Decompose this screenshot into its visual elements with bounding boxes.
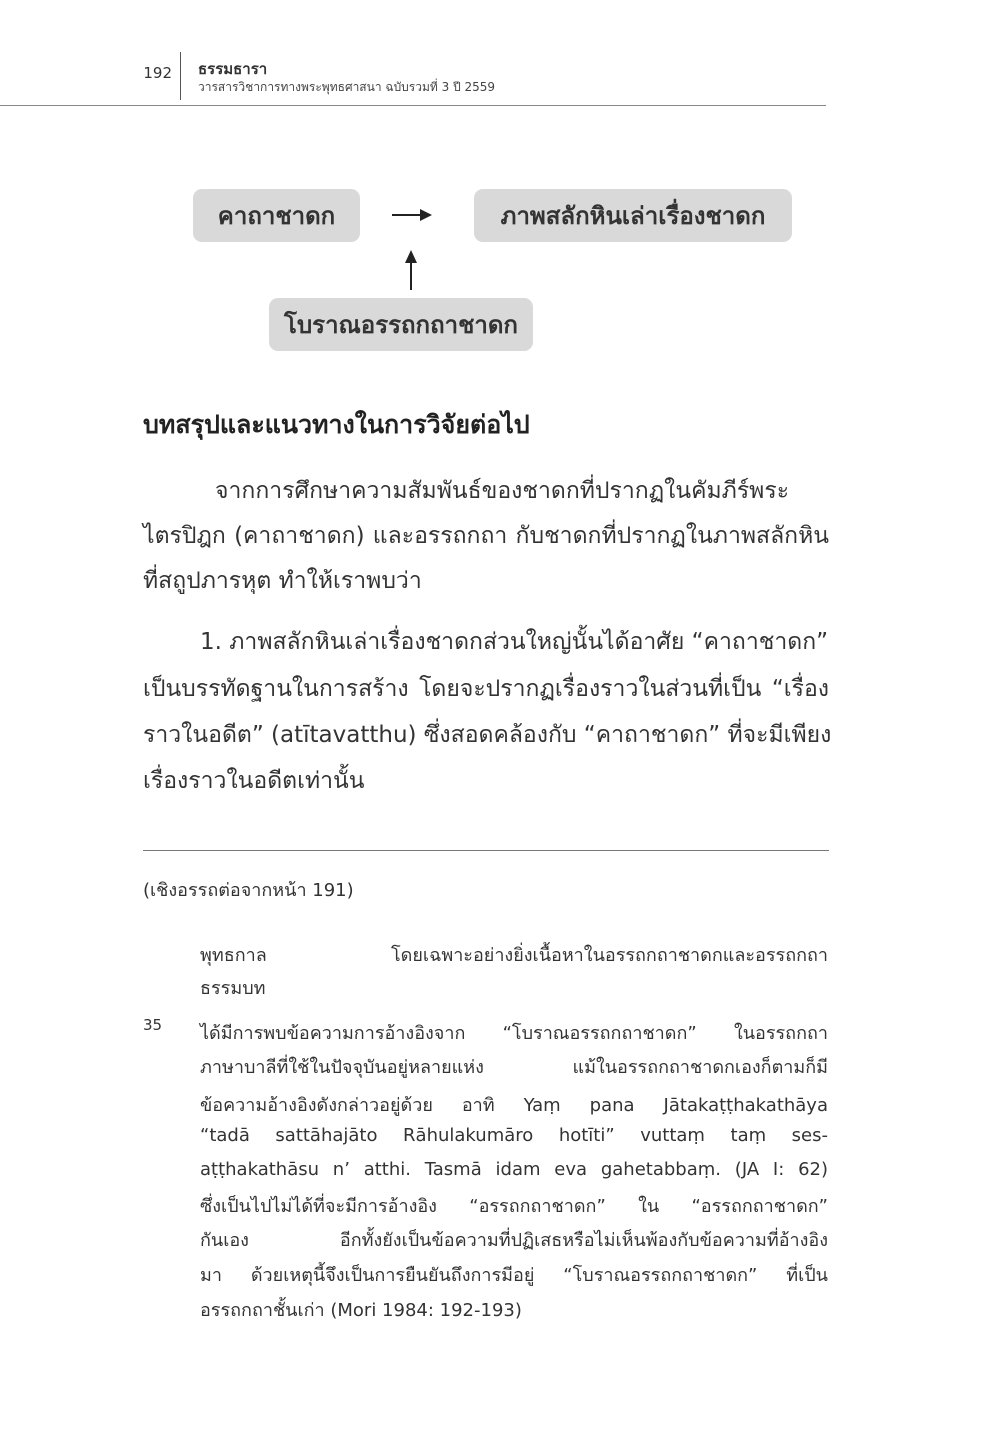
- paragraph2-line: เรื่องราวในอดีตเท่านั้น: [143, 768, 365, 794]
- arrow-up-icon: [405, 250, 417, 290]
- footnote-continued-label: (เชิงอรรถต่อจากหน้า 191): [143, 880, 354, 901]
- footnote-35-line: กันเอง อีกทั้งยังเป็นข้อความที่ปฏิเสธหรือไม่เห็นพ้องกับข้อความที่อ้างอิง: [200, 1230, 828, 1251]
- page-number: 192: [143, 64, 172, 82]
- diagram-arrows: [0, 0, 1000, 400]
- footnote-rule: [143, 850, 829, 851]
- paragraph2-line: ราวในอดีต” (atītavatthu) ซึ่งสอดคล้องกับ “คาถาชาดก” ที่จะมีเพียง: [143, 722, 832, 748]
- footnote-35-line: ซึ่งเป็นไปไม่ได้ที่จะมีการอ้างอิง “อรรถกถาชาดก” ใน “อรรถกถาชาดก”: [200, 1196, 828, 1217]
- paragraph2-line: เป็นบรรทัดฐานในการสร้าง โดยจะปรากฏเรื่องราวในส่วนที่เป็น “เรื่อง: [143, 676, 829, 702]
- paragraph1-line: ที่สถูปภารหุต ทำให้เราพบว่า: [143, 568, 422, 594]
- footnote-35-line: “tadā sattāhajāto Rāhulakumāro hotīti” vuttaṃ taṃ ses-: [200, 1125, 828, 1146]
- footnote-continued-line: พุทธกาล โดยเฉพาะอย่างยิ่งเนื้อหาในอรรถกถาชาดกและอรรถกถา: [200, 945, 828, 966]
- section-heading: บทสรุปและแนวทางในการวิจัยต่อไป: [143, 410, 530, 439]
- journal-title: ธรรมธารา: [198, 60, 268, 78]
- footnote-35-number: 35: [143, 1016, 163, 1034]
- paragraph1-line: จากการศึกษาความสัมพันธ์ของชาดกที่ปรากฏในคัมภีร์พระ: [215, 478, 790, 504]
- diagram-box-gatha-jataka-label: คาถาชาดก: [217, 202, 336, 230]
- diagram-box-ancient-commentary-label: โบราณอรรถกถาชาดก: [284, 311, 518, 339]
- footnote-35-line: ได้มีการพบข้อความการอ้างอิงจาก “โบราณอรรถกถาชาดก” ในอรรถกถา: [200, 1023, 828, 1044]
- footnote-35-line: ภาษาบาลีที่ใช้ในปัจจุบันอยู่หลายแห่ง แม้ในอรรถกถาชาดกเองก็ตามก็มี: [200, 1057, 828, 1078]
- paragraph1-line: ไตรปิฎก (คาถาชาดก) และอรรถกถา กับชาดกที่ปรากฏในภาพสลักหิน: [143, 523, 829, 549]
- footnote-35-line: มา ด้วยเหตุนี้จึงเป็นการยืนยันถึงการมีอยู่ “โบราณอรรถกถาชาดก” ที่เป็น: [200, 1265, 828, 1286]
- footnote-35-line: aṭṭhakathāsu n’ atthi. Tasmā idam eva gahetabbaṃ. (JA I: 62): [200, 1159, 828, 1180]
- journal-subtitle: วารสารวิชาการทางพระพุทธศาสนา ฉบับรวมที่ 3 ปี 2559: [198, 80, 496, 94]
- diagram-box-stone-relief-label: ภาพสลักหินเล่าเรื่องชาดก: [500, 202, 766, 230]
- arrow-right-icon: [392, 209, 432, 221]
- footnote-continued-line: ธรรมบท: [200, 978, 266, 999]
- footnote-35-line: อรรถกถาชั้นเก่า (Mori 1984: 192-193): [200, 1300, 522, 1321]
- footnote-35-line: ข้อความอ้างอิงดังกล่าวอยู่ด้วย อาทิ Yaṃ pana Jātakaṭṭhakathāya: [200, 1095, 828, 1116]
- paragraph2-line: 1. ภาพสลักหินเล่าเรื่องชาดกส่วนใหญ่นั้นได้อาศัย “คาถาชาดก”: [200, 629, 829, 655]
